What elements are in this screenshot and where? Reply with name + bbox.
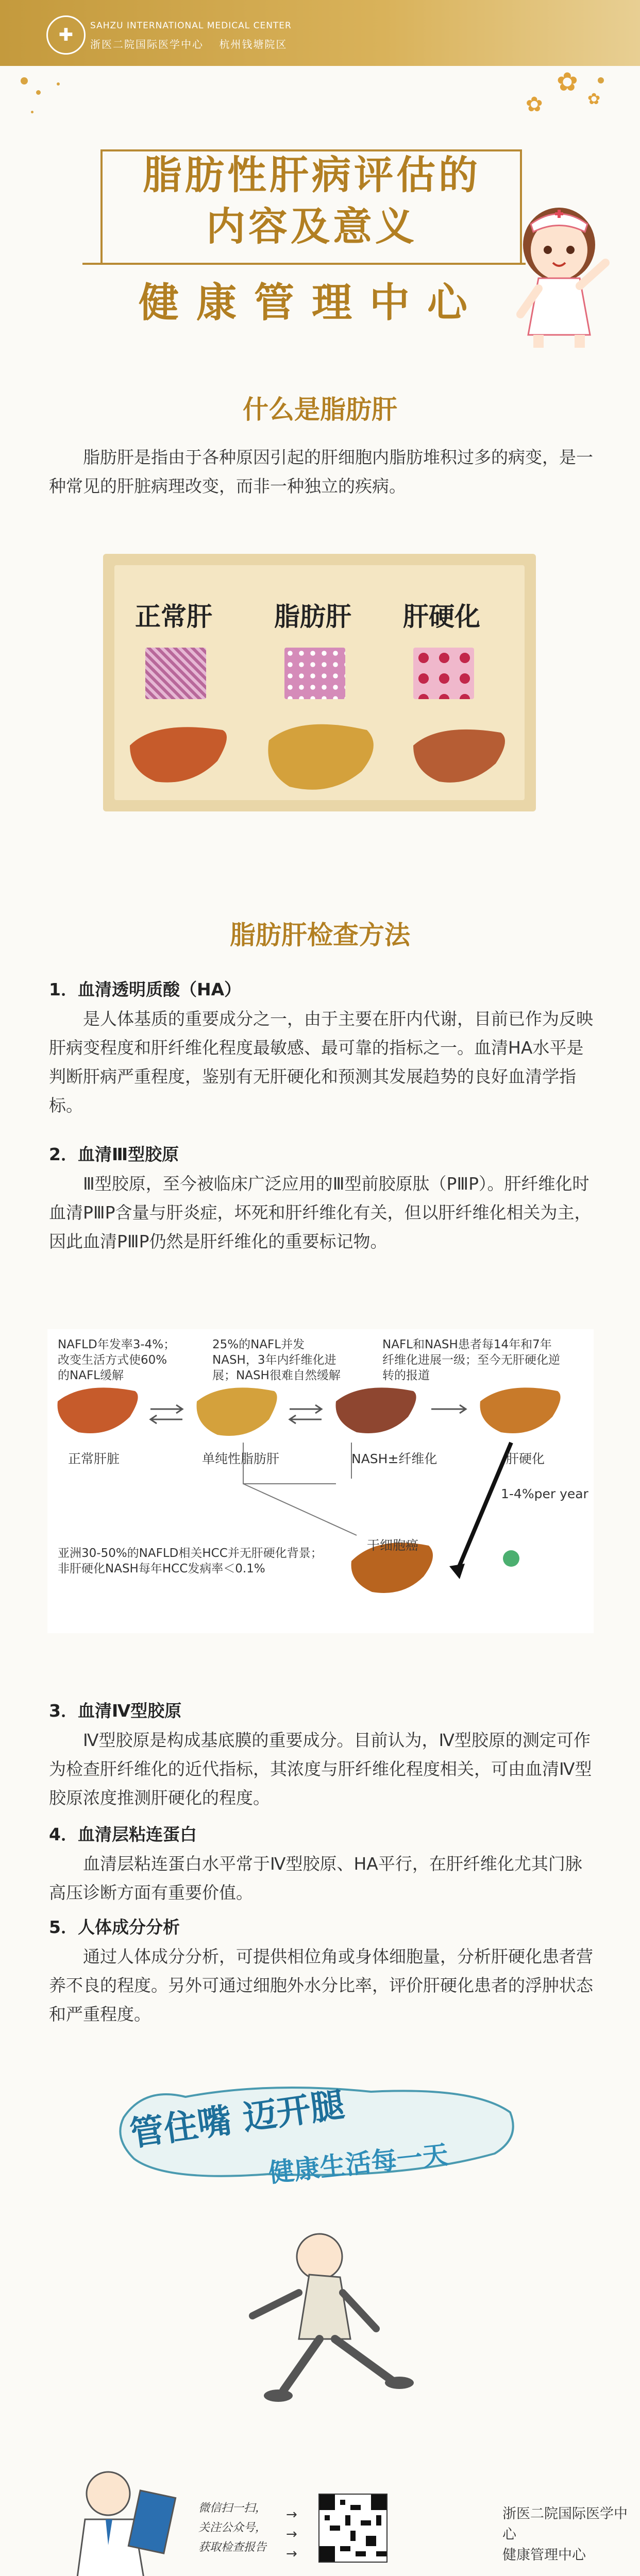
stage-normal: 正常肝脏 — [68, 1451, 120, 1466]
wechat-note-line: 微信扫一扫， — [198, 2502, 267, 2515]
tissue-fatty-icon — [284, 648, 345, 699]
item-text-ha: 是人体基质的重要成分之一，由于主要在肝内代谢，目前已作为反映肝病变程度和肝纤维化程度最敏感、最可靠的指标之一。血清HA水平是判断肝病严重程度，鉴别有无肝硬化和预测其发展趋势的良好血清学指标。 — [49, 1009, 593, 1115]
diagram-note-progression: NAFL和NASH患者每14年和7年纤维化进展一级；至今无肝硬化逆转的报道 — [382, 1338, 560, 1382]
slogan-line2: 健康生活每一天 — [267, 2139, 450, 2189]
stage-cirrhosis: 肝硬化 — [506, 1451, 545, 1466]
section-title-what-is: 什么是脂肪肝 — [243, 395, 397, 425]
header-band — [0, 0, 640, 66]
stage-cancer: 干细胞癌 — [367, 1538, 419, 1553]
item-text-collagen4: Ⅳ型胶原是构成基底膜的重要成分。目前认为，Ⅳ型胶原的测定可作为检查肝纤维化的近代指标，其浓度与肝纤维化程度相关，可由血清Ⅳ型胶原浓度推测肝硬化的程度。 — [49, 1730, 592, 1808]
item-text-collagen3: Ⅲ型胶原，至今被临床广泛应用的Ⅲ型前胶原肽（PⅢP）。肝纤维化时血清PⅢP含量与肝炎症，坏死和肝纤维化有关，但以肝纤维化相关为主，因此血清PⅢP仍然是肝纤维化的重要标记物。 — [49, 1174, 592, 1251]
wechat-note-line: 关注公众号， — [198, 2521, 267, 2534]
item-heading-ha: 1．血清透明质酸（HA） — [49, 979, 242, 999]
tissue-normal-icon — [145, 648, 206, 699]
diagram-note-hcc: 亚洲30-50%的NAFLD相关HCC并无肝硬化背景；非肝硬化NASH每年HCC发病率＜0.1% — [58, 1547, 323, 1575]
title-divider — [82, 263, 526, 265]
walking-man-icon — [222, 2226, 438, 2411]
flower-icon: ✿ — [557, 67, 578, 97]
item-heading-body-composition: 5．人体成分分析 — [49, 1917, 180, 1937]
flower-icon: ✿ — [587, 90, 601, 108]
liver-shapes-icon — [125, 715, 516, 797]
page-title-line1: 脂肪性肝病评估的 — [143, 152, 481, 198]
arrow-icons: → → → — [286, 2507, 297, 2562]
item-heading-collagen4: 3．血清Ⅳ型胶原 — [49, 1701, 182, 1721]
diagram-note-nash: 25%的NAFL并发NASH，3年内纤维化进展；NASH很难自然缓解 — [212, 1338, 341, 1382]
item-text-body-composition: 通过人体成分分析，可提供相位角或身体细胞量，分析肝硬化患者营养不良的程度。另外可通过细胞外水分比率，评价肝硬化患者的浮肿状态和严重程度。 — [49, 1946, 593, 2024]
section-text-what-is: 脂肪肝是指由于各种原因引起的肝细胞内脂肪堆积过多的病变，是一种常见的肝脏病理改变，而非一种独立的疾病。 — [49, 447, 593, 496]
liver-comparison-image — [103, 554, 536, 811]
footer-org-line1: 浙医二院国际医学中心 — [502, 2506, 628, 2543]
footer-org-line2: 健康管理中心 — [502, 2547, 586, 2563]
stage-nash: NASH±纤维化 — [351, 1451, 437, 1466]
tissue-cirrhosis-icon — [413, 648, 474, 699]
stage-simple-fatty: 单纯性脂肪肝 — [202, 1451, 280, 1466]
logo-chinese: 浙医二院国际医学中心 杭州钱塘院区 — [90, 38, 288, 50]
label-normal-liver: 正常肝 — [135, 602, 212, 632]
diagram-graphics — [47, 1381, 594, 1623]
wechat-note — [198, 2499, 266, 2557]
doctor-icon — [57, 2463, 180, 2576]
label-cirrhosis: 肝硬化 — [403, 602, 480, 632]
section-title-methods: 脂肪肝检查方法 — [230, 920, 410, 950]
qr-code-icon[interactable] — [318, 2494, 388, 2563]
annual-rate: 1-4%per year — [501, 1486, 588, 1501]
item-heading-collagen3: 2．血清Ⅲ型胶原 — [49, 1144, 179, 1164]
page-subtitle: 健康管理中心 — [138, 280, 485, 326]
item-text-laminin: 血清层粘连蛋白水平常于Ⅳ型胶原、HA平行，在肝纤维化尤其门脉高压诊断方面有重要价值。 — [49, 1854, 582, 1903]
item-heading-laminin: 4．血清层粘连蛋白 — [49, 1824, 197, 1844]
hospital-logo-icon: ✚ — [46, 15, 86, 55]
nafld-progression-diagram — [47, 1329, 594, 1633]
label-fatty-liver: 脂肪肝 — [274, 602, 351, 632]
flower-icon: ✿ — [526, 93, 543, 116]
footer-organization — [502, 2504, 640, 2566]
diagram-note-nafld: NAFLD年发率3-4%；改变生活方式使60%的NAFL缓解 — [58, 1338, 176, 1382]
logo-english: SAHZU INTERNATIONAL MEDICAL CENTER — [90, 21, 292, 31]
page-title-line2: 内容及意义 — [206, 204, 417, 249]
nurse-mascot-icon — [502, 196, 621, 350]
wechat-note-line: 获取检查报告 — [198, 2541, 267, 2554]
slogan-line1: 管住嘴 迈开腿 — [127, 2084, 347, 2154]
